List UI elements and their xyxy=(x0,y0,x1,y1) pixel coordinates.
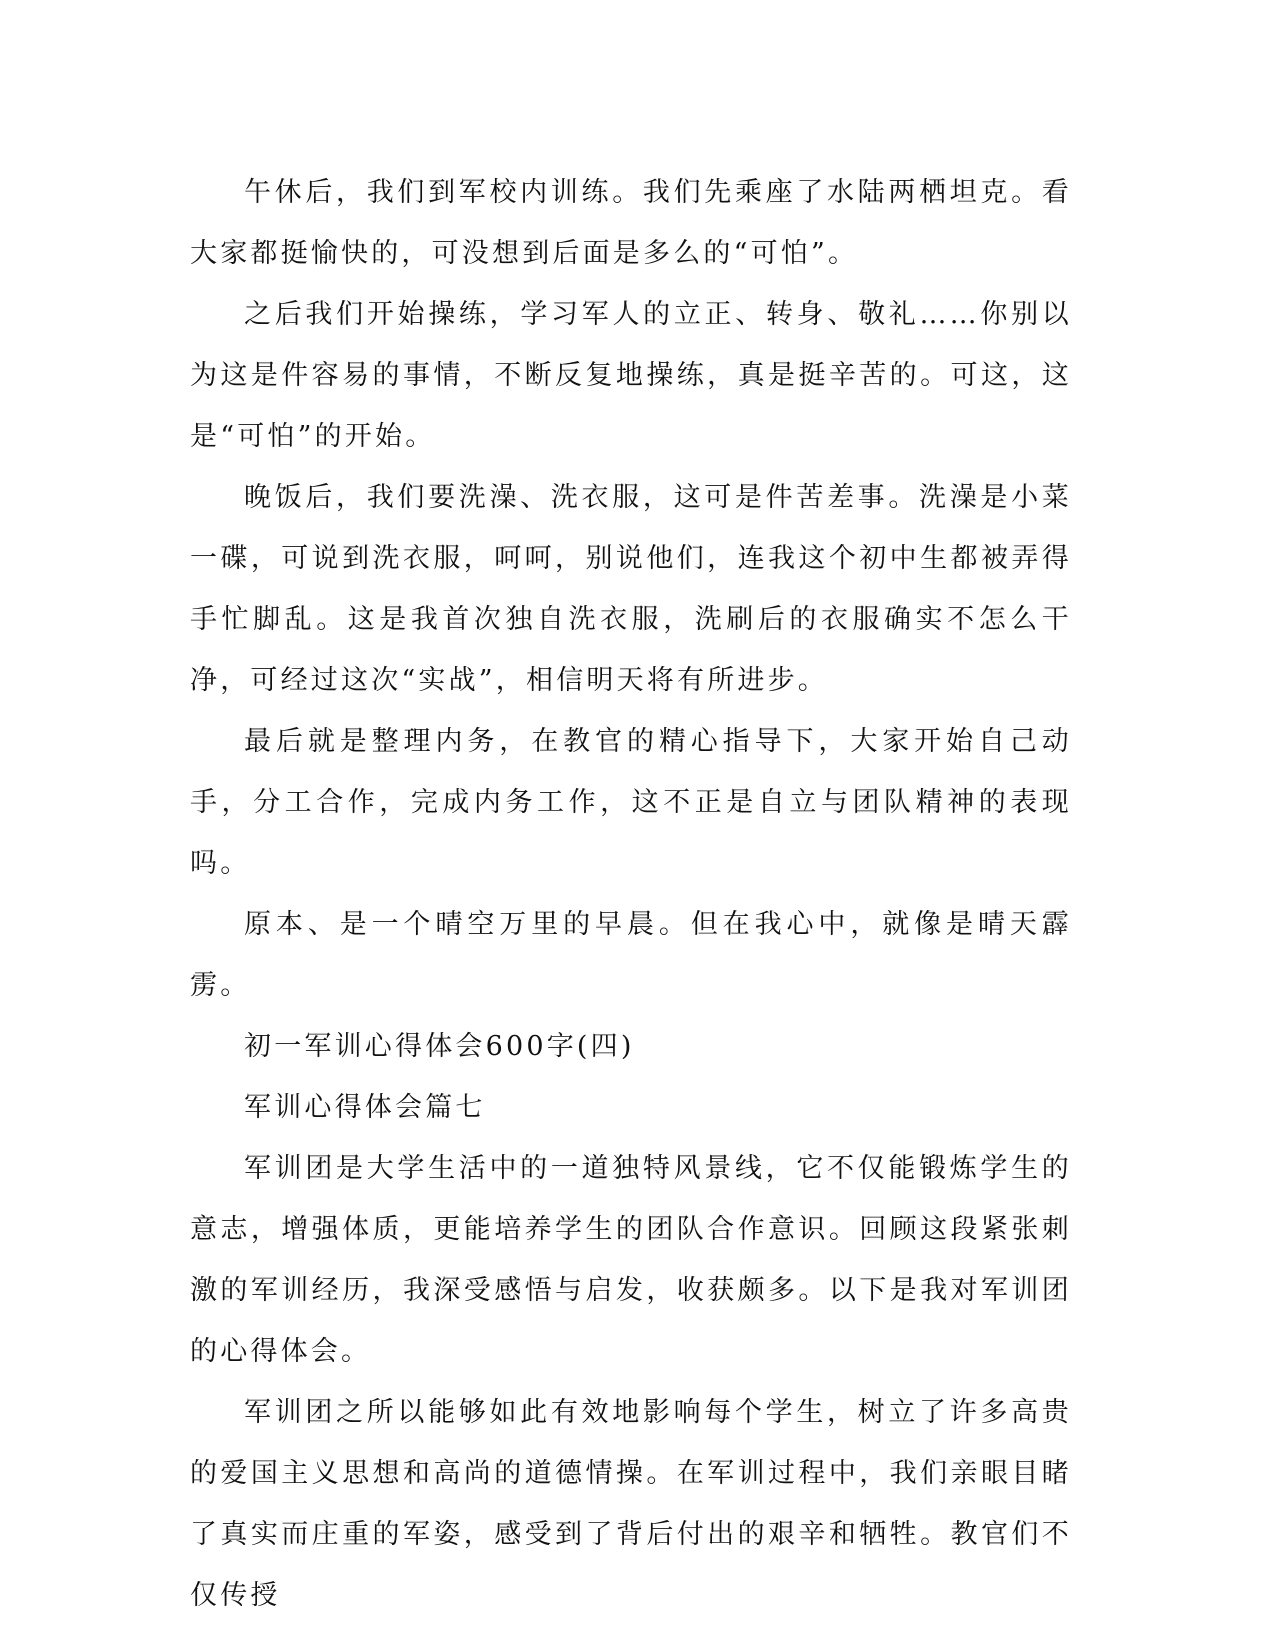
paragraph-afternoon-training: 午休后，我们到军校内训练。我们先乘座了水陆两栖坦克。看大家都挺愉快的，可没想到后面是多么的“可怕”。 xyxy=(190,177,1072,269)
section-heading-chapter-seven: 军训心得体会篇七 xyxy=(244,1092,486,1123)
paragraph-morning: 原本、是一个晴空万里的早晨。但在我心中，就像是晴天霹雳。 xyxy=(190,909,1072,1001)
document-body xyxy=(190,162,1072,1626)
paragraph-laundry: 晚饭后，我们要洗澡、洗衣服，这可是件苦差事。洗澡是小菜一碟，可说到洗衣服，呵呵，别说他们，连我这个初中生都被弄得手忙脚乱。这是我首次独自洗衣服，洗刷后的衣服确实不怎么干净，可经过这次“实战”，相信明天将有所进步。 xyxy=(190,482,1072,696)
paragraph-housekeeping: 最后就是整理内务，在教官的精心指导下，大家开始自己动手，分工合作，完成内务工作，这不正是自立与团队精神的表现吗。 xyxy=(190,726,1072,879)
section-heading-essay-four: 初一军训心得体会600字(四) xyxy=(244,1031,635,1062)
paragraph-training-influence: 军训团之所以能够如此有效地影响每个学生，树立了许多高贵的爱国主义思想和高尚的道德情操。在军训过程中，我们亲眼目睹了真实而庄重的军姿，感受到了背后付出的艰辛和牺牲。教官们不仅传授 xyxy=(190,1397,1072,1611)
paragraph-drill-practice: 之后我们开始操练，学习军人的立正、转身、敬礼……你别以为这是件容易的事情，不断反复地操练，真是挺辛苦的。可这，这是“可怕”的开始。 xyxy=(190,299,1072,452)
paragraph-training-intro: 军训团是大学生活中的一道独特风景线，它不仅能锻炼学生的意志，增强体质，更能培养学生的团队合作意识。回顾这段紧张刺激的军训经历，我深受感悟与启发，收获颇多。以下是我对军训团的心得体会。 xyxy=(190,1153,1072,1367)
